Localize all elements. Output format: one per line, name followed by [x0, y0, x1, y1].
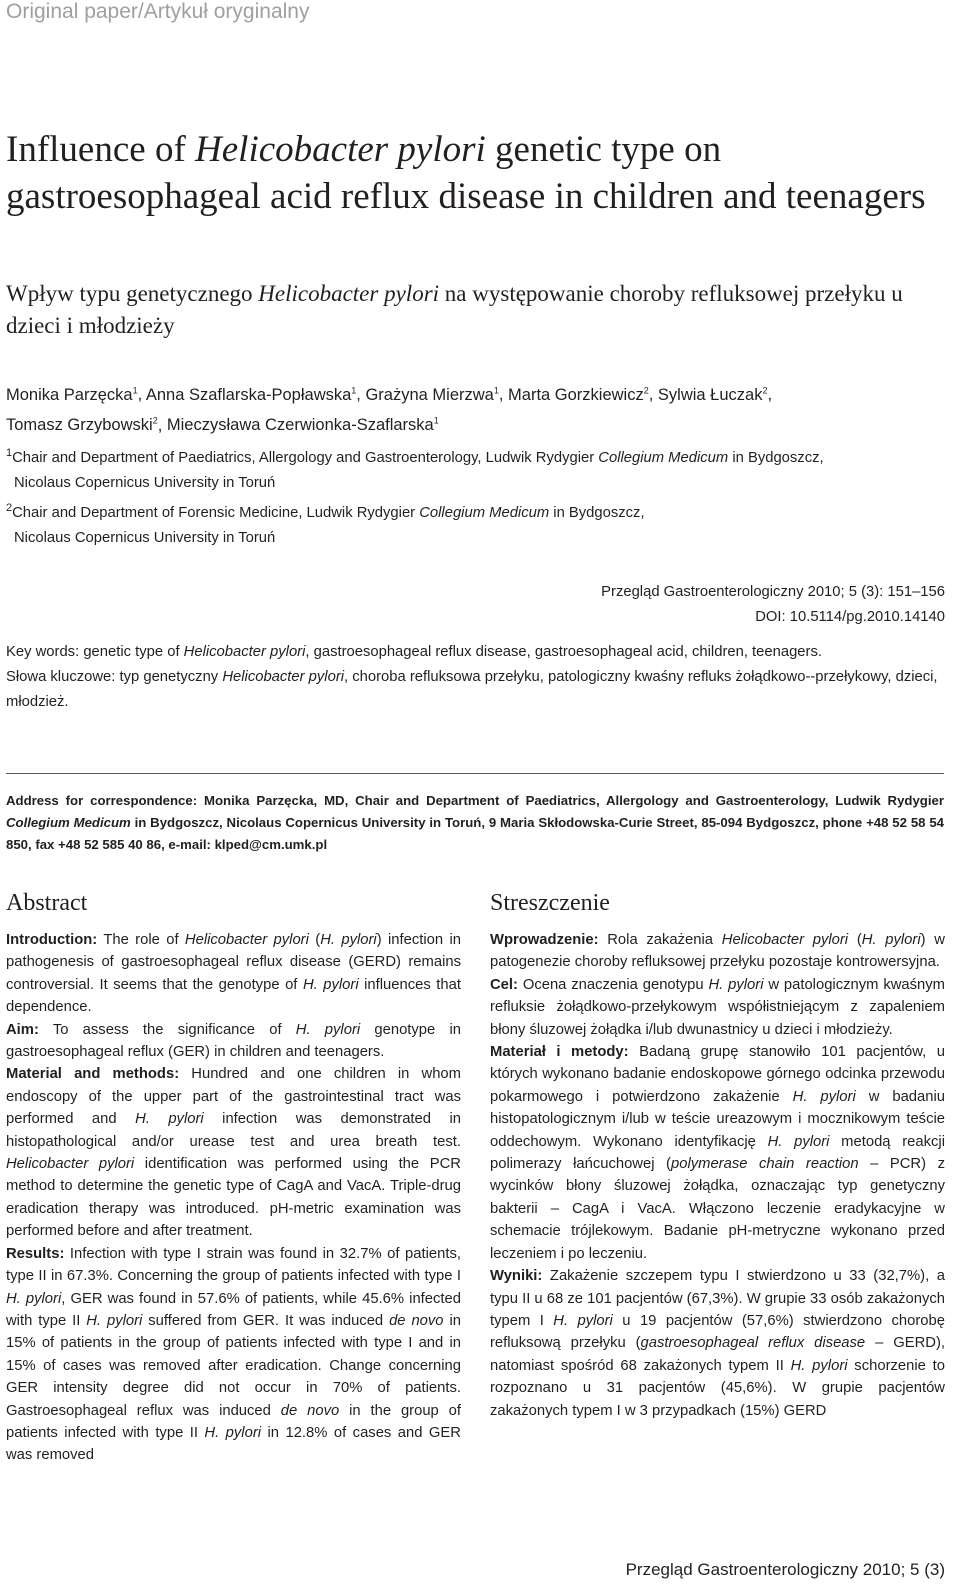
abstract-english [6, 885, 461, 1467]
author: Sylwia Łuczak$^2$ [657, 385, 768, 404]
journal-citation: Przegląd Gastroenterologiczny 2010; 5 (3): 151–156 [601, 584, 945, 600]
affiliations [6, 441, 946, 551]
citation-block [601, 580, 945, 630]
affiliation-2: $^2$Chair and Department of Forensic Medicine, Ludwik Rydygier Collegium Medicum in Bydgoszcz, [6, 501, 645, 521]
author-list: Monika Parzęcka$^1$, Anna Szaflarska-Popławska$^1$, Grażyna Mierzwa$^1$, Marta Gorzkiewicz$^2$, Sylwia Łuczak$^2$, Tomasz Grzybowski$^2$, Mieczysława Czerwionka-Szaflarska$^1$ [6, 385, 773, 434]
author: Anna Szaflarska-Popławska$^1$ [145, 385, 357, 404]
abstract-aim: Aim: To assess the significance of H. pylori genotype in gastroesophageal reflux (GER) in children and teenagers. [6, 1021, 461, 1061]
keywords-block [6, 640, 946, 715]
author: Mieczysława Czerwionka-Szaflarska$^1$ [166, 415, 439, 434]
affiliation-1-continued: Nicolaus Copernicus University in Toruń [14, 474, 276, 491]
keywords-english: Key words: genetic type of Helicobacter pylori, gastroesophageal reflux disease, gastroesophageal acid, children, teenagers. [6, 644, 822, 660]
author: Grażyna Mierzwa$^1$ [365, 385, 499, 404]
correspondence-address: Address for correspondence: Monika Parzęcka, MD, Chair and Department of Paediatrics, Allergology and Gastroenterology, Ludwik Rydygier Collegium Medicum in Bydgoszcz, Nicolaus Copernicus University in Toruń, 9 Maria Skłodowska-Curie Street, 85-094 Bydgoszcz, phone +48 52 58 54 850, fax +48 52 585 40 86, e-mail: klped@cm.umk.pl [6, 793, 945, 852]
streszczenie-metody: Materiał i metody: Badaną grupę stanowiło 101 pacjentów, u których wykonano badanie endoskopowe górnego odcinka przewodu pokarmowego i potwierdzono zakażenie H. pylori w badaniu histopatologicznym i/lub w teście ureazowym i mocznikowym teście oddechowym. Wykonano identyfikację H. pylori metodą reakcji polimerazy łańcuchowej (polymerase chain reaction – PCR) z wycinków błony śluzowej żołądka, oznaczając typ genetyczny bakterii – CagA i VacA. Włączono leczenie eradykacyjne w schemacie trójlekowym. Badanie pH-metryczne wykonano przed leczeniem i po leczeniu. [490, 1044, 945, 1262]
keywords-polish: Słowa kluczowe: typ genetyczny Helicobacter pylori, choroba refluksowa przełyku, patologiczny kwaśny refluks żołądkowo--przełykowy, dzieci, młodzież. [6, 669, 938, 710]
abstract-results: Results: Infection with type I strain was found in 32.7% of patients, type II in 67.3%. Concerning the group of patients infected with type I H. pylori, GER was found in 57.6% of patients, while 45.6% infected with type II H. pylori suffered from GER. It was induced de novo in 15% of patients in the group of patients infected with type I and in 15% of cases was removed after eradication. Change concerning GER intensity degree did not occur in 70% of patients. Gastroesophageal reflux was induced de novo in the group of patients infected with type II H. pylori in 12.8% of cases and GER was removed [6, 1245, 462, 1464]
streszczenie-cel: Cel: Ocena znaczenia genotypu H. pylori w patologicznym kwaśnym refluksie żołądkowo-przełykowym współistniejącym z zapaleniem błony śluzowej żołądka i/lub dwunastnicy u dzieci i młodzieży. [490, 976, 945, 1038]
doi: DOI: 10.5114/pg.2010.14140 [755, 609, 945, 625]
article-title: Influence of Helicobacter pylori genetic type on gastroesophageal acid reflux disease in children and teenagers [6, 129, 926, 217]
abstract-heading: Abstract [6, 890, 88, 916]
author: Marta Gorzkiewicz$^2$ [508, 385, 649, 404]
author: Monika Parzęcka$^1$ [6, 385, 138, 404]
affiliation-1: $^1$Chair and Department of Paediatrics, Allergology and Gastroenterology, Ludwik Rydygier Collegium Medicum in Bydgoszcz, [6, 447, 824, 466]
article-type-label: Original paper/Artykuł oryginalny [6, 0, 310, 23]
streszczenie-wyniki: Wyniki: Zakażenie szczepem typu I stwierdzono u 33 (32,7%), a typu II u 68 ze 101 pacjentów (67,3%). W grupie 33 osób zakażonych typem I H. pylori u 19 pacjentów (57,6%) stwierdzono chorobę refluksową przełyku (gastroesophageal reflux disease – GERD), natomiast spośród 68 zakażonych typem II H. pylori schorzenie to rozpoznano u 31 pacjentów (45,6%). W grupie pacjentów zakażonych typem I w 3 przypadkach (15%) GERD [490, 1268, 945, 1419]
abstract-polish [490, 885, 945, 1422]
divider [6, 773, 944, 774]
author: Tomasz Grzybowski$^2$ [6, 415, 158, 434]
abstract-introduction: Introduction: The role of Helicobacter pylori (H. pylori) infection in pathogenesis of gastroesophageal reflux disease (GERD) remains controversial. It seems that the genotype of H. pylori influences that dependence. [6, 932, 461, 1016]
article-subtitle-polish: Wpływ typu genetycznego Helicobacter pylori na występowanie choroby refluksowej przełyku u dzieci i młodzieży [6, 281, 903, 338]
affiliation-2-continued: Nicolaus Copernicus University in Toruń [14, 529, 276, 546]
page-footer: Przegląd Gastroenterologiczny 2010; 5 (3) [625, 1560, 945, 1579]
streszczenie-heading: Streszczenie [490, 890, 610, 916]
abstract-methods: Material and methods: Hundred and one children in whom endoscopy of the upper part of the gastrointestinal tract was performed and H. pylori infection was demonstrated in histopathological and/or urease test and urea breath test. Helicobacter pylori identification was performed using the PCR method to determine the genetic type of CagA and VacA. Triple-drug eradication therapy was introduced. pH-metric examination was performed before and after treatment. [6, 1066, 461, 1240]
streszczenie-wprowadzenie: Wprowadzenie: Rola zakażenia Helicobacter pylori (H. pylori) w patogenezie choroby refluksowej przełyku pozostaje kontrowersyjna. [490, 932, 945, 971]
